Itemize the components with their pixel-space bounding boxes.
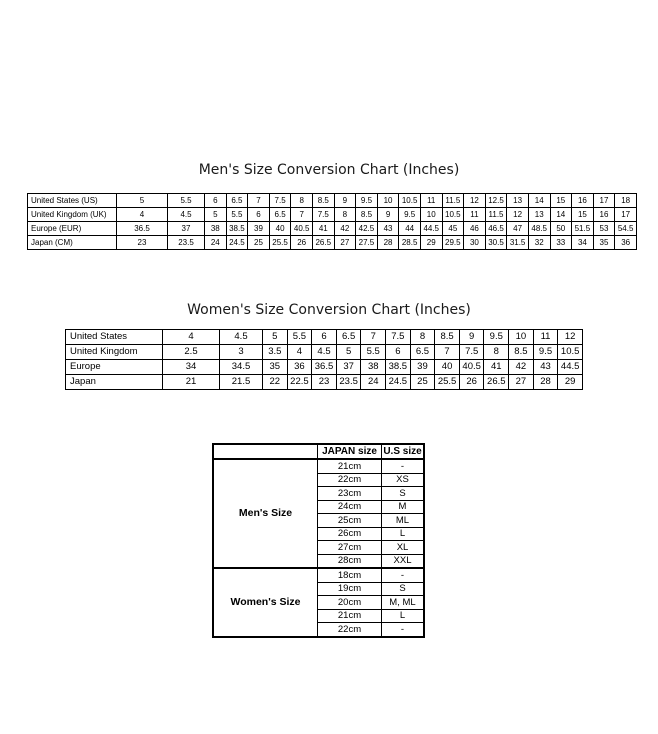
size-value-cell: 35 — [263, 360, 288, 375]
us-size-cell: S — [382, 582, 425, 596]
japan-size-cell: 27cm — [318, 541, 382, 555]
size-value-cell: 26.5 — [484, 375, 509, 390]
size-value-cell: 12.5 — [485, 194, 507, 208]
japan-size-cell: 19cm — [318, 582, 382, 596]
size-value-cell: 5 — [263, 330, 288, 345]
japan-size-cell: 18cm — [318, 568, 382, 582]
size-value-cell: 28.5 — [399, 236, 421, 250]
size-value-cell: 27 — [334, 236, 356, 250]
mens-region-label: United Kingdom (UK) — [28, 208, 117, 222]
womens-region-label: Europe — [66, 360, 163, 375]
japan-us-table-row — [213, 568, 424, 582]
size-value-cell: 4.5 — [168, 208, 205, 222]
size-value-cell: 12 — [558, 330, 583, 345]
mens-conversion-table — [27, 193, 637, 250]
size-value-cell: 7 — [435, 345, 460, 360]
mens-size-section-label: Men's Size — [213, 459, 318, 568]
womens-table-row — [66, 345, 583, 360]
size-value-cell: 7.5 — [312, 208, 334, 222]
size-value-cell: 36 — [287, 360, 312, 375]
size-value-cell: 38.5 — [386, 360, 411, 375]
size-value-cell: 11 — [464, 208, 486, 222]
us-size-cell: ML — [382, 514, 425, 528]
size-value-cell: 29.5 — [442, 236, 464, 250]
size-value-cell: 53 — [593, 222, 615, 236]
size-value-cell: 39 — [248, 222, 270, 236]
us-size-cell: - — [382, 568, 425, 582]
size-value-cell: 44.5 — [420, 222, 442, 236]
size-value-cell: 29 — [558, 375, 583, 390]
size-value-cell: 27 — [509, 375, 534, 390]
us-size-cell: XL — [382, 541, 425, 555]
womens-conversion-table — [65, 329, 583, 390]
size-value-cell: 48.5 — [528, 222, 550, 236]
japan-size-cell: 20cm — [318, 596, 382, 610]
size-value-cell: 25.5 — [269, 236, 291, 250]
japan-size-cell: 22cm — [318, 473, 382, 487]
size-value-cell: 46 — [464, 222, 486, 236]
mens-region-label: Japan (CM) — [28, 236, 117, 250]
size-value-cell: 34 — [572, 236, 594, 250]
japan-us-size-table — [212, 443, 425, 638]
size-value-cell: 6 — [312, 330, 337, 345]
size-value-cell: 42 — [334, 222, 356, 236]
size-value-cell: 30 — [464, 236, 486, 250]
womens-size-section-label: Women's Size — [213, 568, 318, 637]
size-value-cell: 6.5 — [269, 208, 291, 222]
mens-table-row — [28, 236, 637, 250]
size-value-cell: 3 — [220, 345, 263, 360]
size-value-cell: 8.5 — [509, 345, 534, 360]
size-value-cell: 17 — [593, 194, 615, 208]
size-value-cell: 7 — [361, 330, 386, 345]
size-value-cell: 9 — [459, 330, 484, 345]
japan-size-cell: 22cm — [318, 623, 382, 637]
size-value-cell: 5 — [117, 194, 168, 208]
size-value-cell: 36.5 — [312, 360, 337, 375]
size-value-cell: 5.5 — [168, 194, 205, 208]
size-value-cell: 5.5 — [287, 330, 312, 345]
mens-chart-title: Men's Size Conversion Chart (Inches) — [198, 162, 460, 178]
size-value-cell: 10 — [509, 330, 534, 345]
size-value-cell: 4 — [287, 345, 312, 360]
size-value-cell: 4.5 — [220, 330, 263, 345]
size-value-cell: 7.5 — [269, 194, 291, 208]
womens-region-label: Japan — [66, 375, 163, 390]
size-value-cell: 6.5 — [410, 345, 435, 360]
size-value-cell: 38 — [361, 360, 386, 375]
size-value-cell: 11 — [420, 194, 442, 208]
size-value-cell: 42.5 — [356, 222, 378, 236]
size-value-cell: 31.5 — [507, 236, 529, 250]
size-value-cell: 6.5 — [226, 194, 248, 208]
size-value-cell: 50 — [550, 222, 572, 236]
size-value-cell: 8 — [410, 330, 435, 345]
size-value-cell: 23 — [312, 375, 337, 390]
size-value-cell: 14 — [528, 194, 550, 208]
size-value-cell: 25 — [248, 236, 270, 250]
size-value-cell: 44.5 — [558, 360, 583, 375]
size-value-cell: 5.5 — [226, 208, 248, 222]
size-value-cell: 11.5 — [442, 194, 464, 208]
size-value-cell: 38 — [205, 222, 227, 236]
japan-size-cell: 24cm — [318, 500, 382, 514]
japan-size-header: JAPAN size — [318, 444, 382, 459]
size-value-cell: 32 — [528, 236, 550, 250]
size-value-cell: 5.5 — [361, 345, 386, 360]
mens-region-label: Europe (EUR) — [28, 222, 117, 236]
size-value-cell: 4.5 — [312, 345, 337, 360]
size-value-cell: 43 — [377, 222, 399, 236]
size-value-cell: 9.5 — [356, 194, 378, 208]
size-value-cell: 41 — [312, 222, 334, 236]
size-value-cell: 2.5 — [163, 345, 220, 360]
size-value-cell: 22 — [263, 375, 288, 390]
mens-region-label: United States (US) — [28, 194, 117, 208]
us-size-cell: M — [382, 500, 425, 514]
size-value-cell: 37 — [336, 360, 361, 375]
japan-size-cell: 21cm — [318, 609, 382, 623]
size-value-cell: 6 — [205, 194, 227, 208]
size-value-cell: 9.5 — [484, 330, 509, 345]
size-value-cell: 40 — [435, 360, 460, 375]
womens-table-row — [66, 330, 583, 345]
us-size-cell: XS — [382, 473, 425, 487]
size-value-cell: 36.5 — [117, 222, 168, 236]
size-value-cell: 33 — [550, 236, 572, 250]
size-value-cell: 36 — [615, 236, 637, 250]
size-value-cell: 43 — [533, 360, 558, 375]
size-value-cell: 15 — [572, 208, 594, 222]
size-value-cell: 3.5 — [263, 345, 288, 360]
size-value-cell: 7 — [248, 194, 270, 208]
size-value-cell: 6.5 — [336, 330, 361, 345]
us-size-header: U.S size — [382, 444, 425, 459]
size-value-cell: 23.5 — [336, 375, 361, 390]
us-size-cell: - — [382, 623, 425, 637]
size-value-cell: 35 — [593, 236, 615, 250]
us-size-cell: XXL — [382, 554, 425, 568]
size-value-cell: 45 — [442, 222, 464, 236]
size-value-cell: 26.5 — [312, 236, 334, 250]
womens-table-row — [66, 360, 583, 375]
size-value-cell: 22.5 — [287, 375, 312, 390]
japan-us-table-row — [213, 459, 424, 473]
size-value-cell: 39 — [410, 360, 435, 375]
size-value-cell: 40 — [269, 222, 291, 236]
womens-region-label: United States — [66, 330, 163, 345]
size-value-cell: 25 — [410, 375, 435, 390]
size-value-cell: 11 — [533, 330, 558, 345]
size-value-cell: 40.5 — [459, 360, 484, 375]
corner-cell — [213, 444, 318, 459]
size-value-cell: 10.5 — [399, 194, 421, 208]
size-value-cell: 38.5 — [226, 222, 248, 236]
japan-size-cell: 23cm — [318, 487, 382, 501]
mens-table-row — [28, 222, 637, 236]
size-value-cell: 7.5 — [386, 330, 411, 345]
size-value-cell: 26 — [291, 236, 313, 250]
us-size-cell: L — [382, 527, 425, 541]
japan-size-cell: 26cm — [318, 527, 382, 541]
size-value-cell: 24.5 — [226, 236, 248, 250]
size-value-cell: 28 — [377, 236, 399, 250]
size-value-cell: 23 — [117, 236, 168, 250]
size-value-cell: 10 — [420, 208, 442, 222]
size-value-cell: 24 — [361, 375, 386, 390]
size-value-cell: 41 — [484, 360, 509, 375]
size-value-cell: 4 — [117, 208, 168, 222]
size-value-cell: 12 — [464, 194, 486, 208]
size-value-cell: 23.5 — [168, 236, 205, 250]
japan-size-cell: 25cm — [318, 514, 382, 528]
size-value-cell: 34.5 — [220, 360, 263, 375]
size-value-cell: 8.5 — [356, 208, 378, 222]
size-value-cell: 24 — [205, 236, 227, 250]
size-value-cell: 10 — [377, 194, 399, 208]
size-value-cell: 8.5 — [435, 330, 460, 345]
size-value-cell: 10.5 — [442, 208, 464, 222]
us-size-cell: L — [382, 609, 425, 623]
size-value-cell: 18 — [615, 194, 637, 208]
size-value-cell: 25.5 — [435, 375, 460, 390]
size-value-cell: 8.5 — [312, 194, 334, 208]
size-value-cell: 11.5 — [485, 208, 507, 222]
us-size-cell: - — [382, 459, 425, 473]
us-size-cell: M, ML — [382, 596, 425, 610]
size-value-cell: 21.5 — [220, 375, 263, 390]
size-value-cell: 42 — [509, 360, 534, 375]
size-value-cell: 8 — [291, 194, 313, 208]
size-value-cell: 10.5 — [558, 345, 583, 360]
size-value-cell: 16 — [593, 208, 615, 222]
size-value-cell: 34 — [163, 360, 220, 375]
size-value-cell: 27.5 — [356, 236, 378, 250]
size-value-cell: 54.5 — [615, 222, 637, 236]
size-value-cell: 16 — [572, 194, 594, 208]
size-value-cell: 15 — [550, 194, 572, 208]
size-value-cell: 17 — [615, 208, 637, 222]
size-value-cell: 4 — [163, 330, 220, 345]
size-value-cell: 13 — [507, 194, 529, 208]
size-value-cell: 9 — [334, 194, 356, 208]
size-value-cell: 46.5 — [485, 222, 507, 236]
womens-region-label: United Kingdom — [66, 345, 163, 360]
size-value-cell: 5 — [205, 208, 227, 222]
size-value-cell: 24.5 — [386, 375, 411, 390]
size-value-cell: 28 — [533, 375, 558, 390]
size-value-cell: 14 — [550, 208, 572, 222]
size-value-cell: 47 — [507, 222, 529, 236]
size-value-cell: 40.5 — [291, 222, 313, 236]
size-value-cell: 6 — [386, 345, 411, 360]
size-value-cell: 44 — [399, 222, 421, 236]
size-value-cell: 8 — [334, 208, 356, 222]
size-value-cell: 7.5 — [459, 345, 484, 360]
size-value-cell: 8 — [484, 345, 509, 360]
size-value-cell: 6 — [248, 208, 270, 222]
japan-size-cell: 21cm — [318, 459, 382, 473]
size-value-cell: 29 — [420, 236, 442, 250]
size-value-cell: 37 — [168, 222, 205, 236]
us-size-cell: S — [382, 487, 425, 501]
mens-table-row — [28, 194, 637, 208]
japan-us-header-row — [213, 444, 424, 459]
womens-table-row — [66, 375, 583, 390]
size-value-cell: 5 — [336, 345, 361, 360]
size-value-cell: 9.5 — [533, 345, 558, 360]
size-value-cell: 7 — [291, 208, 313, 222]
size-value-cell: 13 — [528, 208, 550, 222]
size-value-cell: 9 — [377, 208, 399, 222]
japan-size-cell: 28cm — [318, 554, 382, 568]
size-value-cell: 12 — [507, 208, 529, 222]
size-value-cell: 26 — [459, 375, 484, 390]
size-value-cell: 9.5 — [399, 208, 421, 222]
mens-table-row — [28, 208, 637, 222]
size-value-cell: 30.5 — [485, 236, 507, 250]
womens-chart-title: Women's Size Conversion Chart (Inches) — [187, 302, 471, 318]
size-value-cell: 51.5 — [572, 222, 594, 236]
size-value-cell: 21 — [163, 375, 220, 390]
